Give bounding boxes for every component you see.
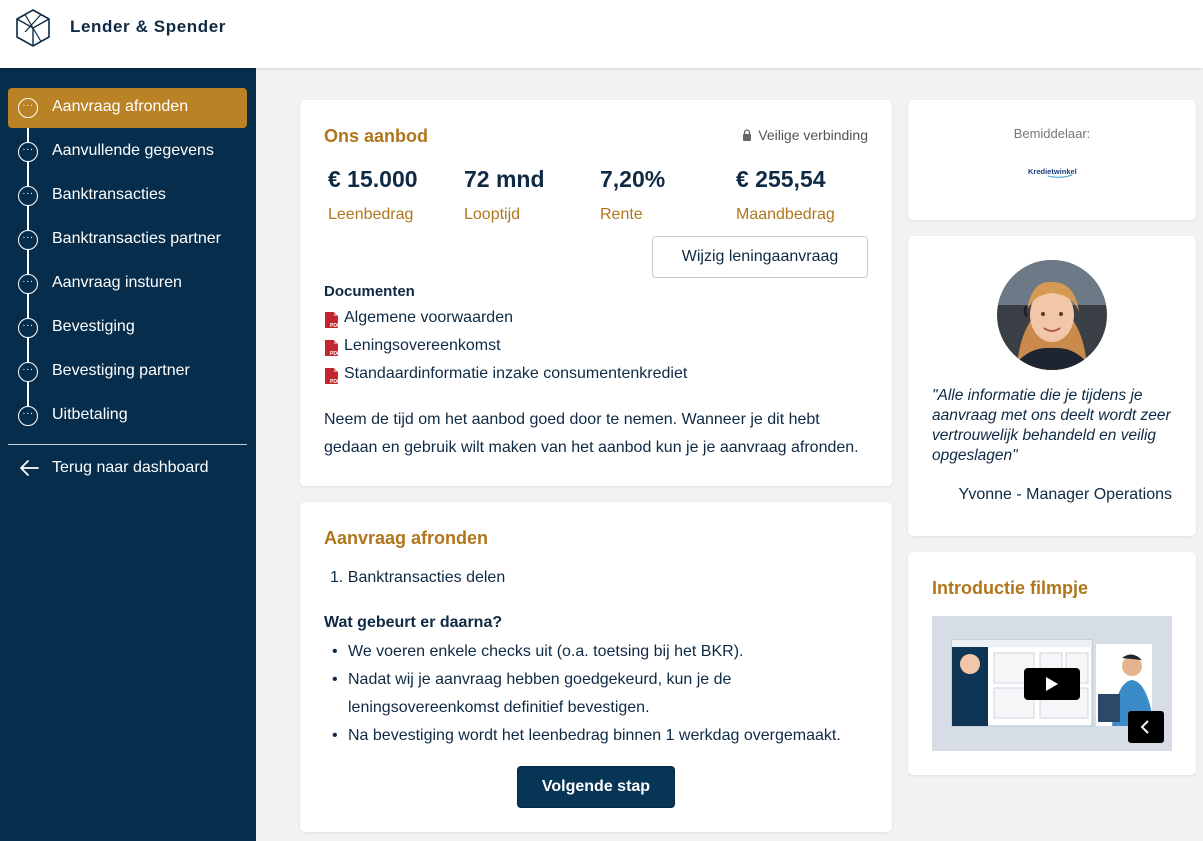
finish-title: Aanvraag afronden bbox=[324, 528, 489, 548]
interest-label: Rente bbox=[600, 206, 643, 223]
term-value: 72 mnd bbox=[464, 166, 545, 192]
pdf-icon bbox=[324, 339, 340, 357]
sidebar-divider bbox=[8, 444, 247, 445]
quote-author: Yvonne - Manager Operations bbox=[958, 486, 1172, 503]
sidebar-step-bevestiging[interactable] bbox=[8, 308, 247, 348]
sidebar-step-label: Banktransacties partner bbox=[52, 230, 221, 247]
sidebar-step-label: Aanvraag afronden bbox=[52, 98, 189, 115]
sidebar-step-bevestiging-partner[interactable] bbox=[8, 352, 247, 392]
documents-heading: Documenten bbox=[324, 283, 415, 300]
svg-text:PDF: PDF bbox=[330, 351, 340, 357]
offer-title: Ons aanbod bbox=[324, 126, 429, 146]
svg-text:Kredietwinkel: Kredietwinkel bbox=[1028, 167, 1077, 176]
avatar bbox=[997, 260, 1107, 370]
cube-logo-icon[interactable] bbox=[14, 8, 52, 48]
top-bar bbox=[0, 0, 1203, 68]
sidebar-step-aanvraag-insturen[interactable] bbox=[8, 264, 247, 304]
monthly-amount-value: € 255,54 bbox=[736, 166, 826, 192]
video-player[interactable] bbox=[932, 616, 1172, 751]
video-title: Introductie filmpje bbox=[932, 578, 1089, 598]
broker-card bbox=[908, 100, 1196, 220]
back-link-label: Terug naar dashboard bbox=[52, 459, 209, 476]
change-loan-request-button[interactable]: Wijzig leningaanvraag bbox=[652, 236, 868, 278]
list-item: • We voeren enkele checks uit (o.a. toetsing bij het BKR). bbox=[324, 638, 874, 666]
sidebar-step-banktransacties-partner[interactable] bbox=[8, 220, 247, 260]
sidebar-step-label: Aanvraag insturen bbox=[52, 274, 182, 291]
broker-label: Bemiddelaar: bbox=[1013, 126, 1091, 141]
next-steps-heading: Wat gebeurt er daarna? bbox=[324, 614, 503, 631]
sidebar-step-label: Banktransacties bbox=[52, 186, 166, 203]
back-to-dashboard-link[interactable] bbox=[8, 454, 247, 484]
step-status-icon: ··· bbox=[18, 186, 38, 206]
video-thumbnail bbox=[932, 616, 1172, 751]
document-label: Standaardinformatie inzake consumentenkrediet bbox=[344, 365, 688, 382]
sidebar-step-banktransacties[interactable] bbox=[8, 176, 247, 216]
pdf-icon bbox=[324, 311, 340, 329]
loan-amount-label: Leenbedrag bbox=[328, 206, 414, 223]
next-step-button[interactable]: Volgende stap bbox=[517, 766, 675, 808]
interest-value: 7,20% bbox=[600, 166, 666, 192]
step-status-icon: ··· bbox=[18, 142, 38, 162]
quote-text: "Alle informatie die je tijdens je aanvraag met ons deelt wordt zeer vertrouwelijk behandeld en veilig opgeslagen" bbox=[932, 387, 1171, 464]
sidebar-step-label: Aanvullende gegevens bbox=[52, 142, 214, 159]
document-label: Algemene voorwaarden bbox=[344, 309, 513, 326]
document-link-leningsovereenkomst[interactable] bbox=[324, 336, 514, 358]
step-status-icon: ··· bbox=[18, 98, 38, 118]
arrow-left-icon bbox=[18, 458, 40, 478]
offer-card bbox=[300, 100, 892, 486]
secure-connection-indicator bbox=[742, 127, 868, 143]
next-steps-list bbox=[324, 638, 874, 750]
kredietwinkel-logo bbox=[1026, 163, 1078, 179]
sidebar-step-aanvullende-gegevens[interactable] bbox=[8, 132, 247, 172]
sidebar bbox=[0, 68, 256, 841]
sidebar-step-label: Bevestiging bbox=[52, 318, 135, 335]
video-card bbox=[908, 552, 1196, 775]
step-status-icon: ··· bbox=[18, 362, 38, 382]
svg-text:PDF: PDF bbox=[330, 323, 340, 329]
offer-note: Neem de tijd om het aanbod goed door te nemen. Wanneer je dit hebt gedaan en gebruik wilt maken van het aanbod kun je je aanvraag afronden. bbox=[324, 411, 859, 456]
svg-text:PDF: PDF bbox=[330, 379, 340, 385]
secure-connection-label: Veilige verbinding bbox=[758, 127, 868, 143]
lock-icon bbox=[742, 129, 752, 141]
document-link-standaardinformatie[interactable] bbox=[324, 364, 694, 386]
finish-request-card bbox=[300, 502, 892, 832]
sidebar-step-uitbetaling[interactable] bbox=[8, 396, 247, 436]
step-status-icon: ··· bbox=[18, 230, 38, 250]
monthly-amount-label: Maandbedrag bbox=[736, 206, 835, 223]
document-link-algemene-voorwaarden[interactable] bbox=[324, 308, 524, 330]
term-label: Looptijd bbox=[464, 206, 521, 223]
step-status-icon: ··· bbox=[18, 274, 38, 294]
sidebar-step-aanvraag-afronden[interactable] bbox=[8, 88, 247, 128]
brand-name[interactable]: Lender & Spender bbox=[70, 17, 227, 36]
ordered-list-item: 1. Banktransacties delen bbox=[330, 569, 506, 586]
quote-card bbox=[908, 236, 1196, 536]
step-status-icon: ··· bbox=[18, 406, 38, 426]
list-item: • Na bevestiging wordt het leenbedrag binnen 1 werkdag overgemaakt. bbox=[324, 722, 874, 750]
avatar-photo bbox=[997, 260, 1107, 370]
sidebar-step-label: Uitbetaling bbox=[52, 406, 128, 423]
pdf-icon bbox=[324, 367, 340, 385]
step-status-icon: ··· bbox=[18, 318, 38, 338]
document-label: Leningsovereenkomst bbox=[344, 337, 501, 354]
list-item: • Nadat wij je aanvraag hebben goedgekeurd, kun je de leningsovereenkomst definitief bevestigen. bbox=[324, 666, 764, 722]
sidebar-step-label: Bevestiging partner bbox=[52, 362, 190, 379]
loan-amount-value: € 15.000 bbox=[328, 166, 418, 192]
